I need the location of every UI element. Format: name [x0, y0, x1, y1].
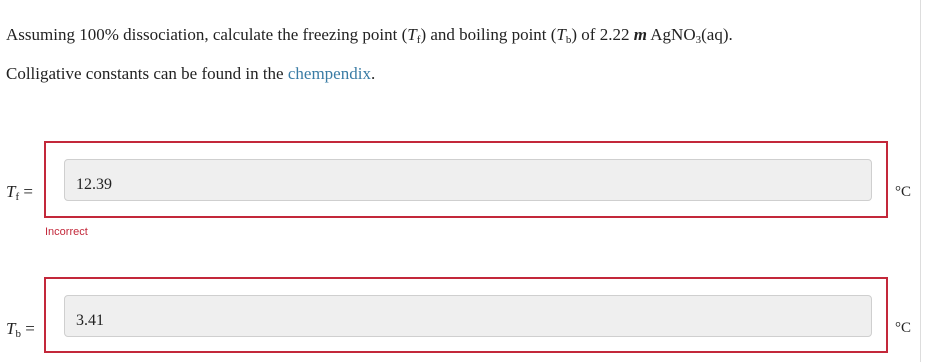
tb-subscript: b [565, 34, 572, 46]
boiling-point-unit: °C [895, 320, 912, 336]
boiling-point-answer-box [44, 277, 888, 353]
tf-subscript: f [416, 34, 421, 46]
boiling-equals: = [25, 319, 35, 338]
question-text [6, 24, 733, 46]
molality-unit: m [633, 25, 647, 44]
right-divider [920, 0, 921, 362]
freezing-point-answer-box [44, 141, 888, 218]
note-end: . [370, 64, 376, 83]
question-mid: ) and boiling point ( [420, 25, 557, 44]
question-prefix: Assuming 100% dissociation, calculate the freezing point ( [6, 25, 408, 44]
freezing-subscript: f [15, 191, 20, 203]
note-text: Colligative constants can be found in the [6, 64, 288, 83]
freezing-equals: = [23, 182, 33, 201]
formula-main: AgNO [646, 25, 696, 44]
boiling-point-label [6, 319, 35, 339]
constants-note [6, 63, 375, 85]
boiling-subscript: b [15, 328, 21, 340]
freezing-point-unit: °C [895, 184, 912, 200]
formula-subscript: 3 [695, 34, 702, 46]
tb-symbol: T [556, 25, 566, 44]
question-concentration: ) of 2.22 [571, 25, 634, 44]
freezing-point-label [6, 182, 33, 202]
boiling-symbol: T [6, 319, 16, 338]
tf-symbol: T [407, 25, 417, 44]
freezing-point-input[interactable] [64, 159, 872, 201]
chempendix-link[interactable]: chempendix [287, 64, 371, 83]
freezing-symbol: T [6, 182, 16, 201]
boiling-point-input[interactable] [64, 295, 872, 337]
incorrect-feedback: Incorrect [45, 226, 88, 238]
formula-tail: (aq). [701, 25, 733, 44]
